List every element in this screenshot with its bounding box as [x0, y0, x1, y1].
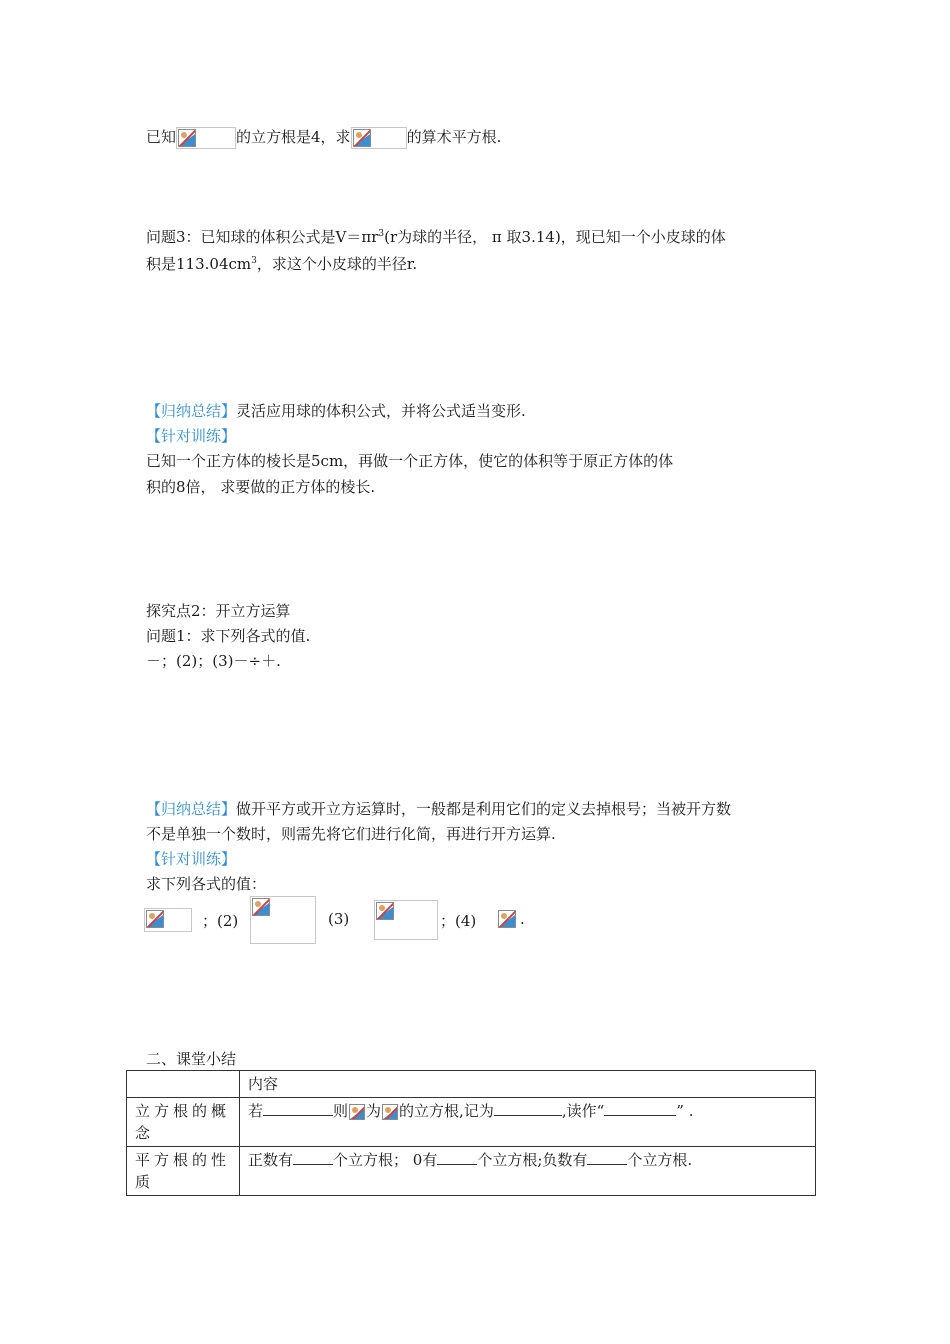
- text-segment: 个立方根.: [627, 1151, 693, 1169]
- summary-label: 【归纳总结】: [146, 800, 237, 818]
- broken-image-icon: [376, 902, 394, 920]
- formula-image: [176, 127, 236, 149]
- explore-2-expressions: －；(2)；(3)－÷＋.: [146, 652, 281, 670]
- summary-1: [146, 401, 526, 421]
- separator-text: ；(4): [440, 912, 477, 930]
- fill-blank: [263, 1101, 333, 1116]
- fill-blank: [604, 1101, 676, 1116]
- table-cell: [127, 1071, 240, 1098]
- text-segment: 则: [333, 1102, 349, 1120]
- training-2-prompt: 求下列各式的值：: [146, 875, 267, 893]
- broken-image-icon: [382, 1104, 398, 1120]
- formula-image: [348, 1103, 366, 1121]
- text-segment: ,读作“: [561, 1102, 605, 1120]
- formula-image: [381, 1103, 399, 1121]
- training-label-1: 【针对训练】: [146, 427, 237, 445]
- text-segment: 个立方根； 0有: [333, 1151, 438, 1169]
- text-segment: ，求这个小皮球的半径r.: [256, 255, 418, 273]
- training-2-formulas: [144, 896, 564, 948]
- training-label-2: 【针对训练】: [146, 850, 237, 868]
- text-segment: 为: [366, 1102, 382, 1120]
- summary-label: 【归纳总结】: [146, 402, 237, 420]
- formula-image-4: [496, 908, 518, 930]
- formula-image-2: [250, 896, 316, 944]
- training-1-line-2: 积的8倍， 求要做的正方体的棱长.: [146, 478, 376, 496]
- text-segment: 正数有: [248, 1151, 294, 1169]
- summary-table: [126, 1070, 816, 1196]
- text-segment: 已知: [146, 128, 177, 146]
- broken-image-icon: [252, 898, 270, 916]
- separator-text: (3): [328, 910, 350, 928]
- summary-text: 灵活应用球的体积公式，并将公式适当变形.: [236, 402, 526, 420]
- row-label: 平方根的性质: [127, 1147, 240, 1196]
- summary-2-line-1: [146, 799, 731, 819]
- explore-2-question-1: 问题1：求下列各式的值.: [146, 627, 311, 645]
- fill-blank: [437, 1150, 477, 1165]
- text-segment: 的算术平方根.: [406, 128, 502, 146]
- formula-image-1: [144, 908, 192, 932]
- table-cell: [240, 1147, 816, 1196]
- summary-2-line-2: 不是单独一个数时，则需先将它们进行化简，再进行开方运算.: [146, 825, 556, 843]
- text-segment: ” .: [676, 1102, 694, 1120]
- formula-image: [351, 127, 407, 149]
- broken-image-icon: [146, 910, 164, 928]
- fill-blank: [293, 1150, 333, 1165]
- fill-blank: [587, 1150, 627, 1165]
- question-3-line-1: [146, 227, 726, 247]
- separator-text: ；(2): [202, 912, 239, 930]
- text-segment: 个立方根;负数有: [477, 1151, 588, 1169]
- broken-image-icon: [349, 1104, 365, 1120]
- explore-2-title: 探究点2：开立方运算: [146, 602, 291, 620]
- broken-image-icon: [178, 129, 196, 147]
- row-label: 立方根的概念: [127, 1098, 240, 1147]
- summary-text: 做开平方或开立方运算时，一般都是利用它们的定义去掉根号；当被开方数: [236, 800, 732, 818]
- exponent: 3: [378, 229, 385, 239]
- table-cell: [240, 1098, 816, 1147]
- text-segment: 问题3：已知球的体积公式是V＝πr: [146, 228, 379, 246]
- section-title: 二、课堂小结: [146, 1050, 237, 1068]
- table-row: [127, 1147, 816, 1196]
- broken-image-icon: [353, 129, 371, 147]
- exponent: 3: [251, 256, 257, 266]
- fill-blank: [494, 1101, 562, 1116]
- text-segment: 积是113.04cm: [146, 255, 252, 273]
- text-segment: 若: [248, 1102, 264, 1120]
- table-row: [127, 1098, 816, 1147]
- table-row: [127, 1071, 816, 1098]
- question-3-line-2: [146, 254, 417, 274]
- problem-line-1: [146, 127, 501, 149]
- broken-image-icon: [498, 910, 516, 928]
- text-segment: 的立方根,记为: [399, 1102, 494, 1120]
- training-1-line-1: 已知一个正方体的棱长是5cm，再做一个正方体，使它的体积等于原正方体的体: [146, 452, 674, 470]
- text-segment: (r为球的半径， π 取3.14)，现已知一个小皮球的体: [384, 228, 726, 246]
- text-segment: 的立方根是4，求: [236, 128, 351, 146]
- table-header-cell: 内容: [240, 1071, 816, 1098]
- end-period: .: [520, 910, 525, 928]
- formula-image-3: [374, 900, 438, 940]
